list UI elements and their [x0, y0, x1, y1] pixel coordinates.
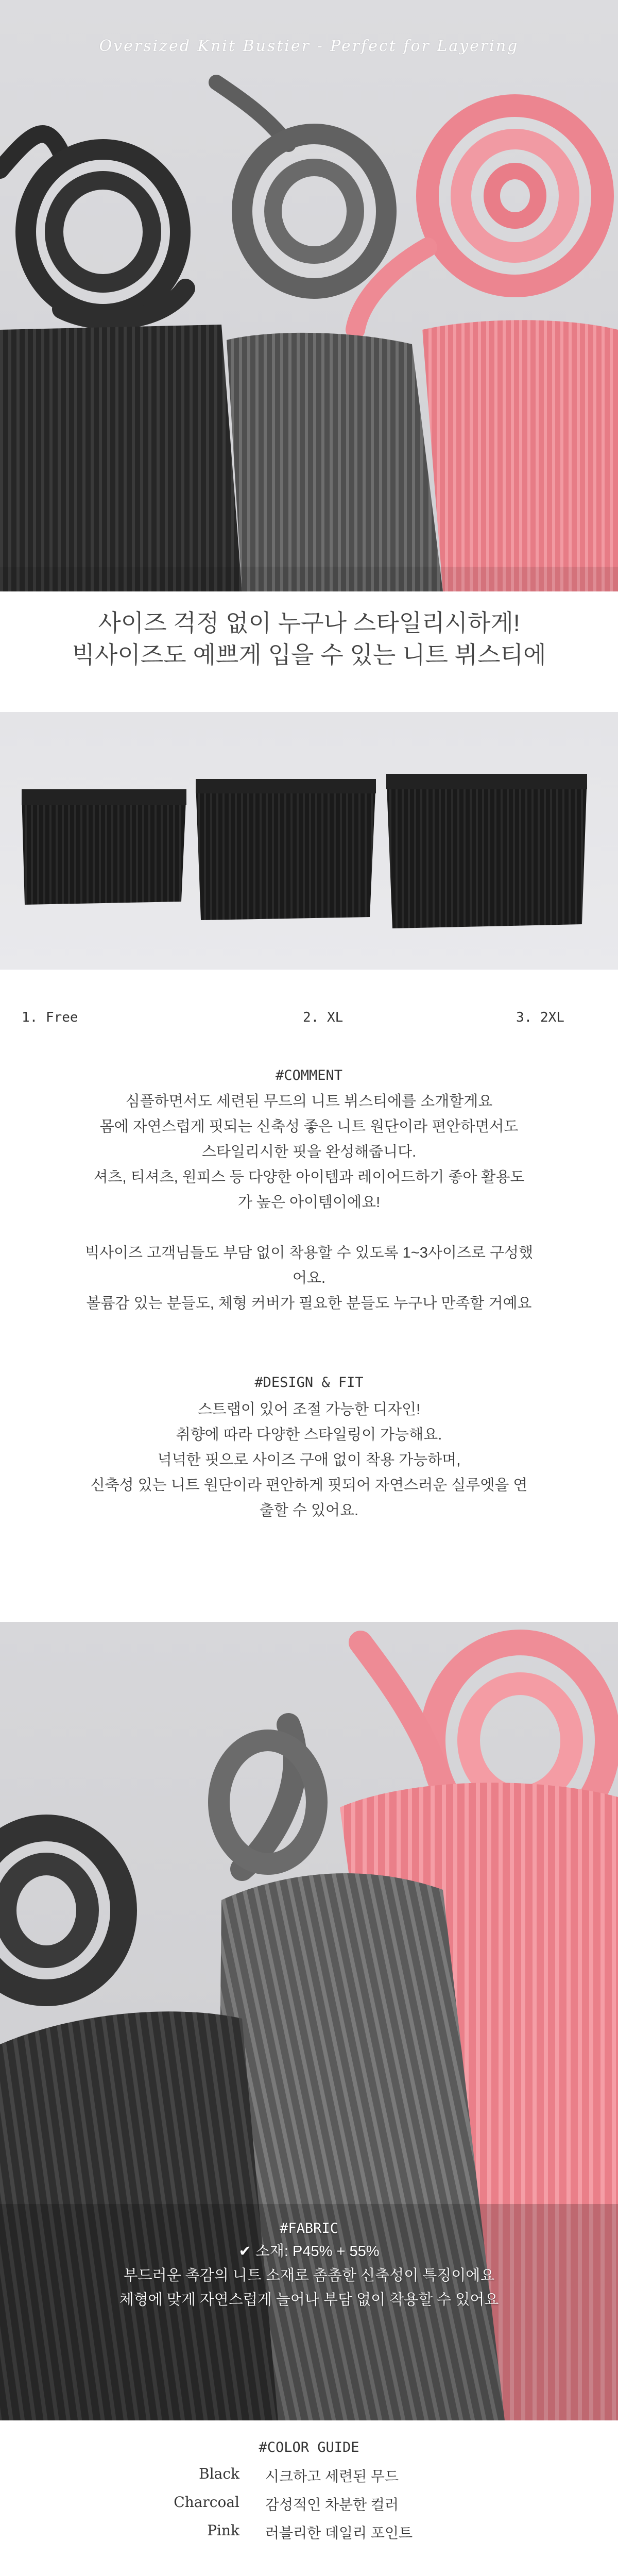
hero-photo: [0, 0, 618, 591]
fabric-line: 체형에 맞게 자연스럽게 늘어나 부담 없이 착용할 수 있어요: [119, 2292, 499, 2308]
comment-line: 심플하면서도 세련된 무드의 니트 뷔스티에를 소개할게요: [125, 1093, 493, 1110]
headline: [0, 607, 618, 671]
size-comparison-photo: [0, 712, 618, 970]
size-label-free: 1. Free: [22, 1010, 78, 1025]
color-guide-heading: #COLOR GUIDE: [259, 2439, 359, 2455]
size-label-xl: 2. XL: [303, 1010, 344, 1025]
color-name: Black: [199, 2465, 239, 2482]
check-icon: ✔: [238, 2243, 251, 2260]
fabric-line: 부드러운 촉감의 니트 소재로 촘촘한 신축성이 특징이에요: [123, 2267, 495, 2284]
headline-line-1: 사이즈 걱정 없이 누구나 스타일리시하게!: [98, 609, 520, 636]
design-body: [36, 1397, 582, 1523]
comment-line: 어요.: [292, 1270, 326, 1286]
fabric-material: [0, 2240, 618, 2264]
comment-body: [36, 1089, 582, 1316]
color-guide-row-pink: [0, 2522, 618, 2547]
design-line: 신축성 있는 니트 원단이라 편안하게 핏되어 자연스러운 실루엣을 연: [90, 1477, 528, 1494]
design-line: 취향에 따라 다양한 스타일링이 가능해요.: [176, 1427, 442, 1443]
comment-spacer: [36, 1215, 582, 1241]
comment-line: 셔츠, 티셔츠, 원피스 등 다양한 아이템과 레이어드하기 좋아 활용도: [93, 1169, 525, 1185]
design-line: 출할 수 있어요.: [259, 1502, 359, 1519]
color-desc: 시크하고 세련된 무드: [265, 2468, 399, 2484]
size-label-2xl: 3. 2XL: [516, 1010, 564, 1025]
fabric-overlay: [0, 2221, 618, 2312]
hero-knit-illustration: [0, 0, 618, 591]
color-name: Charcoal: [174, 2494, 239, 2511]
design-line: 스트랩이 있어 조절 가능한 디자인!: [197, 1401, 421, 1418]
comment-line: 가 높은 아이템이에요!: [237, 1194, 381, 1211]
design-line: 넉넉한 핏으로 사이즈 구애 없이 착용 가능하며,: [157, 1452, 461, 1468]
hero-caption: Oversized Knit Bustier - Perfect for Layering: [99, 37, 519, 55]
color-guide-row-black: [0, 2465, 618, 2490]
size-comparison-illustration: [0, 712, 618, 970]
comment-heading: #COMMENT: [275, 1067, 343, 1083]
headline-line-2: 빅사이즈도 예쁘게 입을 수 있는 니트 뷔스티에: [72, 641, 546, 668]
color-desc: 감성적인 차분한 컬러: [265, 2497, 399, 2513]
comment-line: 몸에 자연스럽게 핏되는 신축성 좋은 니트 원단이라 편안하면서도: [99, 1118, 519, 1135]
comment-line: 빅사이즈 고객님들도 부담 없이 착용할 수 있도록 1~3사이즈로 구성했: [84, 1245, 534, 1261]
design-heading: #DESIGN & FIT: [254, 1375, 364, 1391]
color-desc: 러블리한 데일리 포인트: [265, 2525, 413, 2541]
comment-line: 볼륨감 있는 분들도, 체형 커버가 필요한 분들도 누구나 만족할 거예요: [86, 1295, 532, 1312]
comment-line: 스타일리시한 핏을 완성해줍니다.: [201, 1144, 417, 1160]
color-name: Pink: [207, 2522, 239, 2539]
fabric-material-text: 소재: P45% + 55%: [255, 2243, 380, 2260]
fabric-heading: #FABRIC: [280, 2221, 338, 2236]
color-guide-row-charcoal: [0, 2494, 618, 2518]
